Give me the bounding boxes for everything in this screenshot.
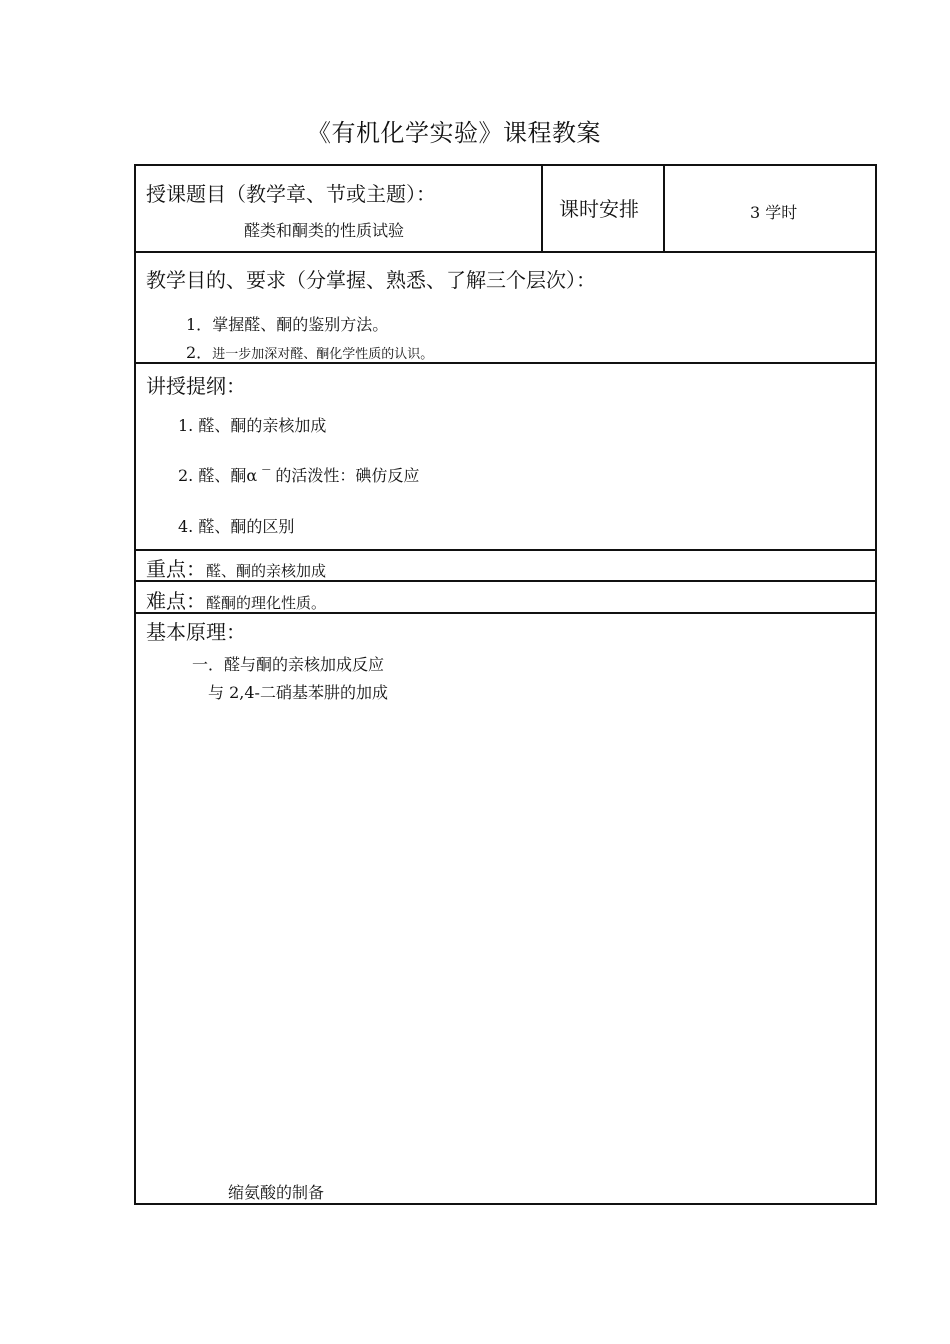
difficult-point-label: 难点： <box>146 589 206 613</box>
principle-line: 缩氨酸的制备 <box>228 1183 325 1202</box>
row-divider <box>136 362 875 364</box>
row-divider <box>136 580 875 582</box>
difficult-point-text: 醛酮的理化性质。 <box>206 594 327 612</box>
outline-item: 1. 醛、酮的亲核加成 <box>178 416 327 435</box>
topic-label: 授课题目（教学章、节或主题）： <box>146 182 436 206</box>
key-point <box>146 553 326 582</box>
objectives-label: 教学目的、要求（分掌握、熟悉、了解三个层次）： <box>146 268 596 292</box>
row-divider <box>136 549 875 551</box>
principle-line: 与 2,4-二硝基苯肼的加成 <box>208 683 388 702</box>
outline-item: 2. 醛、酮α ‾ 的活泼性：碘仿反应 <box>178 466 420 485</box>
outline-item: 4. 醛、酮的区别 <box>178 517 295 536</box>
page-title: 《有机化学实验》课程教案 <box>307 119 601 147</box>
key-point-text: 醛、酮的亲核加成 <box>206 562 327 580</box>
header-divider-2 <box>663 166 665 251</box>
difficult-point <box>146 585 326 614</box>
objective-number: 2． <box>186 343 213 362</box>
objective-item <box>186 340 433 363</box>
schedule-label: 课时安排 <box>559 197 639 221</box>
row-divider <box>136 251 875 253</box>
objective-text: 进一步加深对醛、酮化学性质的认识。 <box>212 347 434 362</box>
objective-number: 1． <box>186 315 213 334</box>
header-divider-1 <box>541 166 543 251</box>
principle-line: 一．醛与酮的亲核加成反应 <box>192 655 385 674</box>
schedule-value: 3 学时 <box>750 203 798 222</box>
lesson-plan-table <box>134 164 877 1205</box>
principles-label: 基本原理： <box>146 620 246 644</box>
objective-text: 掌握醛、酮的鉴别方法。 <box>212 315 389 334</box>
objective-item <box>186 312 388 335</box>
key-point-label: 重点： <box>146 557 206 581</box>
row-divider <box>136 612 875 614</box>
topic-value: 醛类和酮类的性质试验 <box>244 221 405 240</box>
outline-label: 讲授提纲： <box>146 374 246 398</box>
